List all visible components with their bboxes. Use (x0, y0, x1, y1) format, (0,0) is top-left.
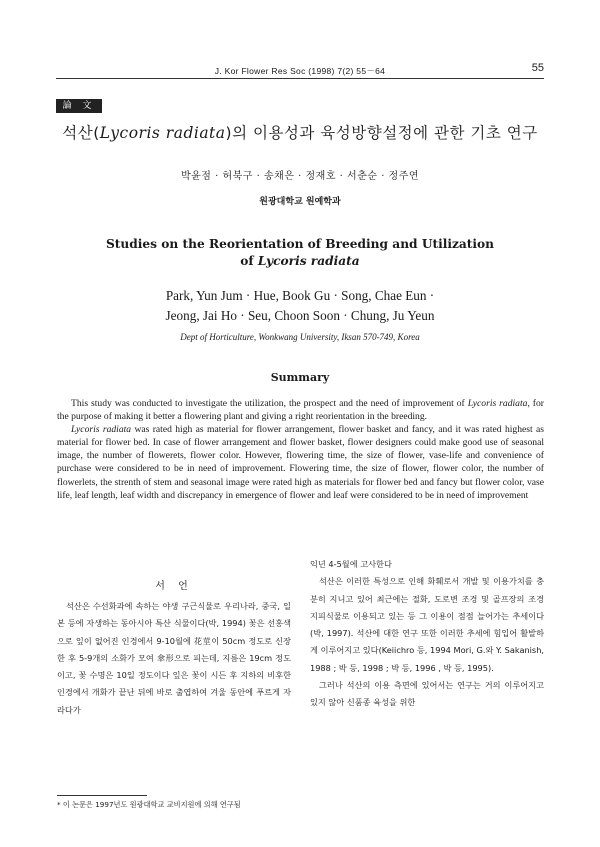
summary-p2-text: was rated high as material for flower arrangement, flower basket and fancy, and it was rated highest as material for flower bed. In case of flower arrangement and flower basket, flower designers could make good use of seasonal image, the number of flowerets, flower color. However, flowering time, the size of flower, vase-life and convenience of purchase were considered to be in need of improvement. Flowering time, the size of flower, flower color, the number of flowerlets, the strenth of stem and seasonal image were rated high as materials for flower bed and fancy but flower color, vase life, leaf length, leaf width and discrepancy in emergence of flower and leaf were considered to be in need of improvement (57, 424, 545, 501)
english-authors (0, 286, 600, 325)
intro-right-paragraph-2: 그러나 석산의 이용 측면에 있어서는 연구는 거의 이루어지고 있지 않아 신품종 육성을 위한 (310, 680, 544, 708)
english-title-line2 (0, 253, 600, 270)
korean-title (30, 121, 570, 143)
summary-paragraph-2 (57, 423, 544, 502)
summary-heading: Summary (270, 371, 330, 384)
introduction-heading: 서 언 (155, 581, 193, 592)
journal-header (56, 62, 544, 79)
page-number: 55 (531, 62, 544, 74)
summary-p1-species: Lycoris radiata (467, 398, 528, 409)
left-column (57, 598, 291, 719)
korean-title-suffix: )의 이용성과 육성방향설정에 관한 기초 연구 (225, 124, 538, 142)
summary-p2-species: Lycoris radiata (71, 424, 132, 436)
intro-right-continuation: 익년 4-5월에 고사한다 (310, 559, 392, 569)
english-authors-line2: Jeong, Jai Ho · Seu, Choon Soon · Chung, Ju Yeun (165, 307, 435, 323)
summary-p1-text-a: This study was conducted to investigate the utilization, the prospect and the need of improvement of (71, 398, 468, 409)
english-title-line2-prefix: of (240, 254, 258, 268)
korean-title-prefix: 석산( (62, 124, 100, 142)
summary-body (57, 397, 544, 502)
english-title-line1: Studies on the Reorientation of Breeding and Utilization (105, 237, 495, 251)
summary-paragraph-1 (57, 397, 544, 423)
korean-affiliation: 원광대학교 원예학과 (259, 197, 341, 207)
korean-title-species: Lycoris radiata (99, 124, 226, 142)
article-type-tag: 論 文 (56, 99, 102, 113)
english-title-species: Lycoris radiata (257, 254, 360, 268)
footnote: * 이 논문은 1997년도 원광대학교 교비지원에 의해 연구됨 (57, 800, 241, 809)
english-title (0, 236, 600, 270)
journal-citation: J. Kor Flower Res Soc (1998) 7(2) 55－64 (214, 66, 386, 76)
english-affiliation: Dept of Horticulture, Wonkwang University, Iksan 570-749, Korea (180, 332, 420, 342)
footnote-divider (57, 795, 147, 796)
right-column (310, 556, 544, 712)
intro-left-paragraph: 석산은 수선화과에 속하는 야생 구근식물로 우리나라, 중국, 일본 등에 자생하는 동아시아 특산 식물이다(박, 1994) 꽃은 선홍색으로 잎이 없어진 인경에서 9-10월에 花莖이 50cm 정도로 신장한 후 5-9개의 소화가 모여 傘形으로 피는데, 지름은 19cm 정도이고, 꽃 수명은 10일 정도이다 잎은 꽃이 시든 후 지하의 비후한 인경에서 개화가 끝난 뒤에 바로 출엽하여 겨울 동안에 푸르게 자라다가 (57, 601, 291, 715)
summary-p1-text-b: , for the purpose of making it better a flowering plant and giving a right reorientation in the breeding. (57, 398, 544, 423)
intro-right-paragraph-1: 석산은 이러한 특성으로 인해 화훼로서 개발 및 이용가치를 충분히 지니고 있어 최근에는 절화, 도로변 조경 및 골프장의 조경 지피식물로 이용되고 있는 등 그 이용이 점점 늘어가는 추세이다(박, 1997). 석산에 대한 연구 또한 이러한 추세에 힘입어 활발하게 이루어지고 있다(Keiichro 등, 1994 Mori, G.와 Y. Sakanish, 1988 ; 박 등, 1998 ; 박 등, 1996 , 박 등, 1995). (310, 576, 544, 673)
korean-authors: 박윤점 · 허북구 · 송채은 · 정재호 · 서춘순 · 정주연 (180, 171, 420, 182)
english-authors-line1: Park, Yun Jum · Hue, Book Gu · Song, Chae Eun · (165, 288, 435, 303)
